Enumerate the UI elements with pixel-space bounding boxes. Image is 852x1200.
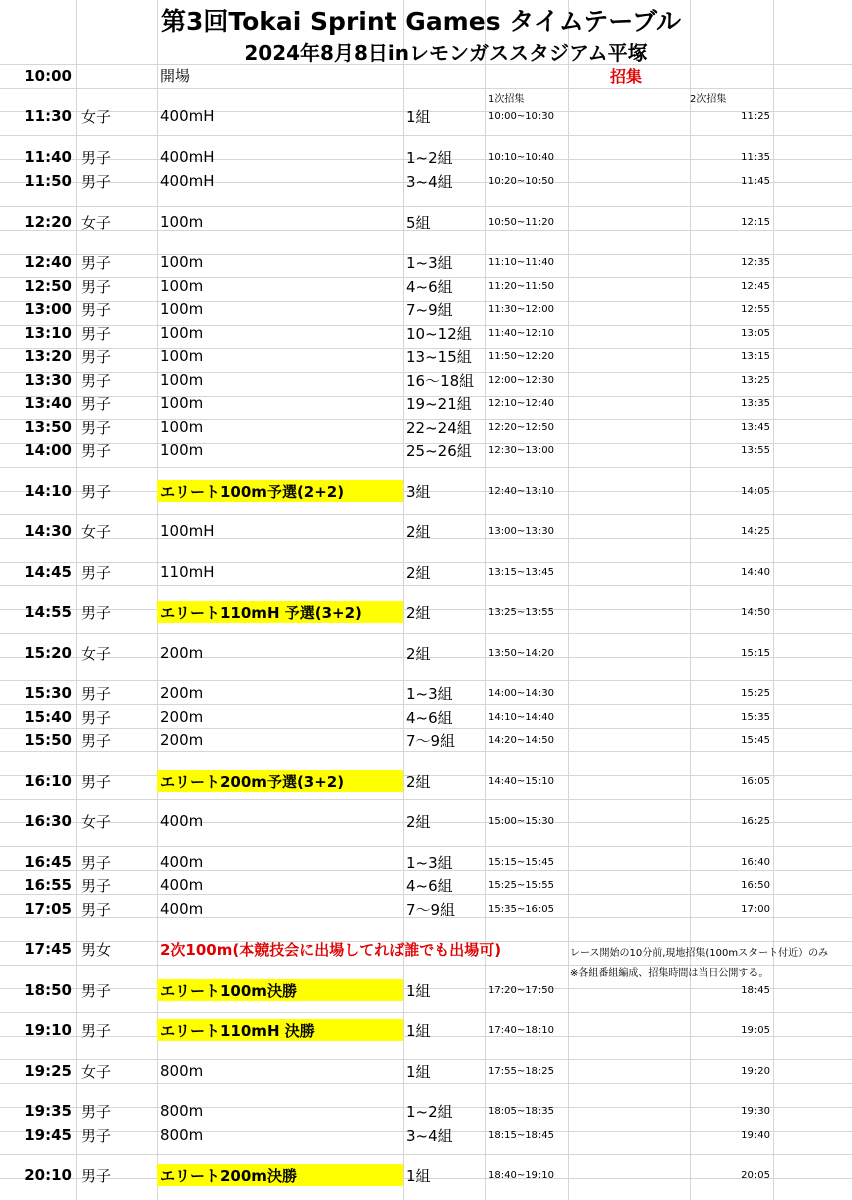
group-cell: 2組: [406, 812, 431, 831]
time-cell: 16:30: [24, 812, 72, 830]
table-row: [0, 251, 852, 273]
second-call-cell: 13:15: [741, 350, 770, 362]
event-cell: 100m: [160, 441, 204, 459]
table-row: [0, 520, 852, 542]
table-row: [0, 898, 852, 920]
sex-cell: 男子: [81, 853, 112, 872]
sex-cell: 女子: [81, 522, 112, 541]
note-group-info: ※各組番組編成、招集時間は当日公開する。: [570, 968, 769, 979]
group-cell: 1~2組: [406, 148, 453, 167]
second-call-cell: 13:45: [741, 421, 770, 433]
time-cell: 18:50: [24, 981, 72, 999]
time-cell: 19:10: [24, 1021, 72, 1039]
first-call-cell: 17:20~17:50: [488, 984, 555, 996]
second-call-cell: 20:05: [741, 1169, 770, 1181]
sex-cell: 男子: [81, 1021, 112, 1040]
event-cell: エリート200m予選(3+2): [157, 770, 403, 792]
group-cell: 1組: [406, 1021, 431, 1040]
event-cell: 400m: [160, 812, 204, 830]
group-cell: 7~9組: [406, 300, 453, 319]
first-call-cell: 12:10~12:40: [488, 397, 555, 409]
grid-row-line: [0, 88, 852, 89]
second-call-cell: 15:25: [741, 687, 770, 699]
group-cell: 2組: [406, 522, 431, 541]
table-row: [0, 810, 852, 832]
time-cell: 11:30: [24, 107, 72, 125]
group-cell: 10~12組: [406, 324, 472, 343]
first-call-cell: 15:00~15:30: [488, 815, 555, 827]
call1-header: 1次招集: [488, 94, 525, 105]
grid-row-line: [0, 799, 852, 800]
sex-cell: 男子: [81, 684, 112, 703]
group-cell: 1~3組: [406, 253, 453, 272]
sex-cell: 男子: [81, 371, 112, 390]
second-call-cell: 13:35: [741, 397, 770, 409]
sex-cell: 男子: [81, 1102, 112, 1121]
second-call-cell: 12:35: [741, 256, 770, 268]
second-call-cell: 15:35: [741, 711, 770, 723]
sex-cell: 男子: [81, 1166, 112, 1185]
table-row: [0, 1100, 852, 1122]
time-cell: 19:25: [24, 1062, 72, 1080]
group-cell: 13~15組: [406, 347, 472, 366]
first-call-cell: 12:40~13:10: [488, 485, 555, 497]
sex-cell: 男子: [81, 277, 112, 296]
time-cell: 14:00: [24, 441, 72, 459]
table-row: [0, 642, 852, 664]
first-call-cell: 18:05~18:35: [488, 1105, 555, 1117]
group-cell: 5組: [406, 213, 431, 232]
time-cell: 13:00: [24, 300, 72, 318]
second-call-cell: 18:45: [741, 984, 770, 996]
first-call-cell: 14:10~14:40: [488, 711, 555, 723]
event-cell: 200m: [160, 731, 204, 749]
table-row: [0, 979, 852, 1001]
second-call-cell: 12:55: [741, 303, 770, 315]
sex-cell: 男子: [81, 253, 112, 272]
time-cell: 14:55: [24, 603, 72, 621]
event-cell: エリート200m決勝: [157, 1164, 403, 1186]
first-call-cell: 12:20~12:50: [488, 421, 555, 433]
group-cell: 7〜9組: [406, 900, 456, 919]
table-row: [0, 874, 852, 896]
sex-cell: 男子: [81, 876, 112, 895]
time-cell: 15:50: [24, 731, 72, 749]
note-call-info: レース開始の10分前,現地招集(100mスタート付近）のみ: [570, 948, 829, 959]
first-call-cell: 11:50~12:20: [488, 350, 555, 362]
group-cell: 2組: [406, 644, 431, 663]
event-cell: 100m: [160, 371, 204, 389]
table-row: [0, 146, 852, 168]
event-cell: 800m: [160, 1062, 204, 1080]
time-cell: 15:40: [24, 708, 72, 726]
second-call-cell: 13:05: [741, 327, 770, 339]
first-call-cell: 11:10~11:40: [488, 256, 555, 268]
event-cell: 400mH: [160, 148, 215, 166]
first-call-cell: 12:00~12:30: [488, 374, 555, 386]
time-cell: 17:45: [24, 940, 72, 958]
first-call-cell: 10:00~10:30: [488, 110, 555, 122]
sex-cell: 男子: [81, 441, 112, 460]
time-cell: 13:20: [24, 347, 72, 365]
first-call-cell: 13:50~14:20: [488, 647, 555, 659]
table-row: [0, 729, 852, 751]
group-cell: 2組: [406, 603, 431, 622]
sex-cell: 男子: [81, 300, 112, 319]
second-call-cell: 19:30: [741, 1105, 770, 1117]
first-call-cell: 11:30~12:00: [488, 303, 555, 315]
first-call-cell: 14:40~15:10: [488, 775, 555, 787]
time-cell: 14:30: [24, 522, 72, 540]
first-call-cell: 13:00~13:30: [488, 525, 555, 537]
group-cell: 4~6組: [406, 277, 453, 296]
grid-row-line: [0, 633, 852, 634]
group-cell: 3~4組: [406, 172, 453, 191]
group-cell: 1~3組: [406, 853, 453, 872]
time-cell: 12:40: [24, 253, 72, 271]
time-cell: 16:45: [24, 853, 72, 871]
grid-row-line: [0, 467, 852, 468]
event-cell: 100m: [160, 253, 204, 271]
first-call-cell: 17:40~18:10: [488, 1024, 555, 1036]
time-cell: 20:10: [24, 1166, 72, 1184]
grid-row-line: [0, 1083, 852, 1084]
event-cell: 100m: [160, 394, 204, 412]
sex-cell: 女子: [81, 1062, 112, 1081]
event-cell: 100mH: [160, 522, 215, 540]
time-cell: 16:10: [24, 772, 72, 790]
table-row: [0, 439, 852, 461]
sex-cell: 男子: [81, 394, 112, 413]
first-call-cell: 15:15~15:45: [488, 856, 555, 868]
grid-row-line: [0, 1012, 852, 1013]
event-cell: エリート100m予選(2+2): [157, 480, 403, 502]
table-row: [0, 170, 852, 192]
sex-cell: 男子: [81, 708, 112, 727]
second-call-cell: 13:25: [741, 374, 770, 386]
grid-row-line: [0, 514, 852, 515]
grid-row-line: [0, 704, 852, 705]
sex-cell: 男子: [81, 981, 112, 1000]
event-cell: 110mH: [160, 563, 215, 581]
first-call-cell: 15:25~15:55: [488, 879, 555, 891]
table-row: [0, 682, 852, 704]
group-cell: 1組: [406, 981, 431, 1000]
table-row: [0, 345, 852, 367]
second-call-cell: 16:50: [741, 879, 770, 891]
group-cell: 4~6組: [406, 708, 453, 727]
grid-row-line: [0, 1154, 852, 1155]
page-subtitle: 2024年8月8日inレモンガススタジアム平塚: [244, 41, 648, 65]
sex-cell: 女子: [81, 107, 112, 126]
second-call-cell: 11:45: [741, 175, 770, 187]
event-cell: 400mH: [160, 172, 215, 190]
event-cell: 100m: [160, 418, 204, 436]
second-call-cell: 16:25: [741, 815, 770, 827]
sex-cell: 男子: [81, 148, 112, 167]
event-cell: 200m: [160, 708, 204, 726]
event-cell: 200m: [160, 644, 204, 662]
time-cell: 15:20: [24, 644, 72, 662]
event-cell: 100m: [160, 324, 204, 342]
sex-cell: 男子: [81, 482, 112, 501]
group-cell: 25~26組: [406, 441, 472, 460]
event-cell: 200m: [160, 684, 204, 702]
opening-label: 開場: [160, 67, 191, 85]
first-call-cell: 13:15~13:45: [488, 566, 555, 578]
second-call-cell: 15:45: [741, 734, 770, 746]
event-cell: 800m: [160, 1102, 204, 1120]
first-call-cell: 14:20~14:50: [488, 734, 555, 746]
second-call-cell: 16:40: [741, 856, 770, 868]
time-cell: 14:45: [24, 563, 72, 581]
table-row: [0, 1060, 852, 1082]
table-row: [0, 105, 852, 127]
event-cell: 100m: [160, 277, 204, 295]
time-cell: 11:50: [24, 172, 72, 190]
group-cell: 2組: [406, 563, 431, 582]
sex-cell: 女子: [81, 812, 112, 831]
event-cell: 100m: [160, 300, 204, 318]
first-call-cell: 13:25~13:55: [488, 606, 555, 618]
second-call-cell: 11:35: [741, 151, 770, 163]
time-cell: 13:30: [24, 371, 72, 389]
time-cell: 13:10: [24, 324, 72, 342]
table-row: [0, 392, 852, 414]
event-cell: 100m: [160, 347, 204, 365]
table-row: [0, 275, 852, 297]
second-call-cell: 11:25: [741, 110, 770, 122]
table-row: [0, 561, 852, 583]
grid-row-line: [0, 206, 852, 207]
group-cell: 1組: [406, 1062, 431, 1081]
group-cell: 1~3組: [406, 684, 453, 703]
event-cell: 400mH: [160, 107, 215, 125]
table-row: [0, 706, 852, 728]
event-cell: 400m: [160, 876, 204, 894]
sex-cell: 男子: [81, 324, 112, 343]
group-cell: 3~4組: [406, 1126, 453, 1145]
sex-cell: 女子: [81, 213, 112, 232]
time-cell: 15:30: [24, 684, 72, 702]
second-call-cell: 15:15: [741, 647, 770, 659]
second-call-cell: 19:40: [741, 1129, 770, 1141]
grid-row-line: [0, 585, 852, 586]
first-call-cell: 14:00~14:30: [488, 687, 555, 699]
table-row: [0, 480, 852, 502]
sex-cell: 男子: [81, 731, 112, 750]
second-call-cell: 17:00: [741, 903, 770, 915]
event-cell: 100m: [160, 213, 204, 231]
event-cell: 400m: [160, 900, 204, 918]
second-call-cell: 19:20: [741, 1065, 770, 1077]
first-call-cell: 12:30~13:00: [488, 444, 555, 456]
first-call-cell: 15:35~16:05: [488, 903, 555, 915]
table-row: [0, 211, 852, 233]
second-call-cell: 12:15: [741, 216, 770, 228]
table-row: [0, 369, 852, 391]
second-call-cell: 14:25: [741, 525, 770, 537]
first-call-cell: 10:10~10:40: [488, 151, 555, 163]
table-row: [0, 1164, 852, 1186]
sex-cell: 男子: [81, 563, 112, 582]
first-call-cell: 11:40~12:10: [488, 327, 555, 339]
second-call-cell: 13:55: [741, 444, 770, 456]
time-cell: 17:05: [24, 900, 72, 918]
first-call-cell: 11:20~11:50: [488, 280, 555, 292]
table-row: [0, 1019, 852, 1041]
group-cell: 1~2組: [406, 1102, 453, 1121]
sex-cell: 男子: [81, 172, 112, 191]
second-call-cell: 19:05: [741, 1024, 770, 1036]
event-cell: 800m: [160, 1126, 204, 1144]
event-cell: エリート100m決勝: [157, 979, 403, 1001]
table-row: [0, 770, 852, 792]
second-call-cell: 12:45: [741, 280, 770, 292]
time-cell: 19:45: [24, 1126, 72, 1144]
table-row: [0, 322, 852, 344]
time-cell: 11:40: [24, 148, 72, 166]
time-cell: 16:55: [24, 876, 72, 894]
sex-cell: 男子: [81, 900, 112, 919]
event-cell: エリート110mH 予選(3+2): [157, 601, 403, 623]
call2-header: 2次招集: [690, 94, 727, 105]
grid-row-line: [0, 846, 852, 847]
grid-row-line: [0, 680, 852, 681]
first-call-cell: 10:50~11:20: [488, 216, 555, 228]
first-call-cell: 10:20~10:50: [488, 175, 555, 187]
group-cell: 19~21組: [406, 394, 472, 413]
event-cell: エリート110mH 決勝: [157, 1019, 403, 1041]
group-cell: 16〜18組: [406, 371, 475, 390]
sex-cell: 男子: [81, 418, 112, 437]
second-call-cell: 14:50: [741, 606, 770, 618]
header-row: [0, 64, 852, 87]
sex-cell: 男子: [81, 347, 112, 366]
table-row: [0, 298, 852, 320]
table-row: [0, 851, 852, 873]
sex-cell: 男子: [81, 772, 112, 791]
sex-cell: 男子: [81, 603, 112, 622]
time-cell: 12:50: [24, 277, 72, 295]
first-call-cell: 18:40~19:10: [488, 1169, 555, 1181]
table-row: [0, 416, 852, 438]
second-call-cell: 16:05: [741, 775, 770, 787]
group-cell: 4~6組: [406, 876, 453, 895]
first-call-cell: 17:55~18:25: [488, 1065, 555, 1077]
sex-cell: 男子: [81, 1126, 112, 1145]
event-cell: 400m: [160, 853, 204, 871]
time-cell: 13:40: [24, 394, 72, 412]
group-cell: 1組: [406, 1166, 431, 1185]
event-cell: 2次100m(本競技会に出場してれば誰でも出場可): [160, 940, 502, 959]
grid-row-line: [0, 751, 852, 752]
group-cell: 3組: [406, 482, 431, 501]
grid-row-line: [0, 135, 852, 136]
table-row: [0, 1124, 852, 1146]
page-title: 第3回Tokai Sprint Games タイムテーブル: [160, 7, 682, 36]
group-cell: 1組: [406, 107, 431, 126]
sex-cell: 女子: [81, 644, 112, 663]
group-cell: 7〜9組: [406, 731, 456, 750]
time-cell: 12:20: [24, 213, 72, 231]
group-cell: 22~24組: [406, 418, 472, 437]
call-header: 招集: [610, 67, 643, 86]
time-cell: 13:50: [24, 418, 72, 436]
group-cell: 2組: [406, 772, 431, 791]
time-cell: 19:35: [24, 1102, 72, 1120]
second-call-cell: 14:05: [741, 485, 770, 497]
first-call-cell: 18:15~18:45: [488, 1129, 555, 1141]
table-row: [0, 601, 852, 623]
second-call-cell: 14:40: [741, 566, 770, 578]
time-cell: 14:10: [24, 482, 72, 500]
sex-cell: 男女: [81, 940, 112, 959]
opening-time: 10:00: [24, 66, 72, 85]
